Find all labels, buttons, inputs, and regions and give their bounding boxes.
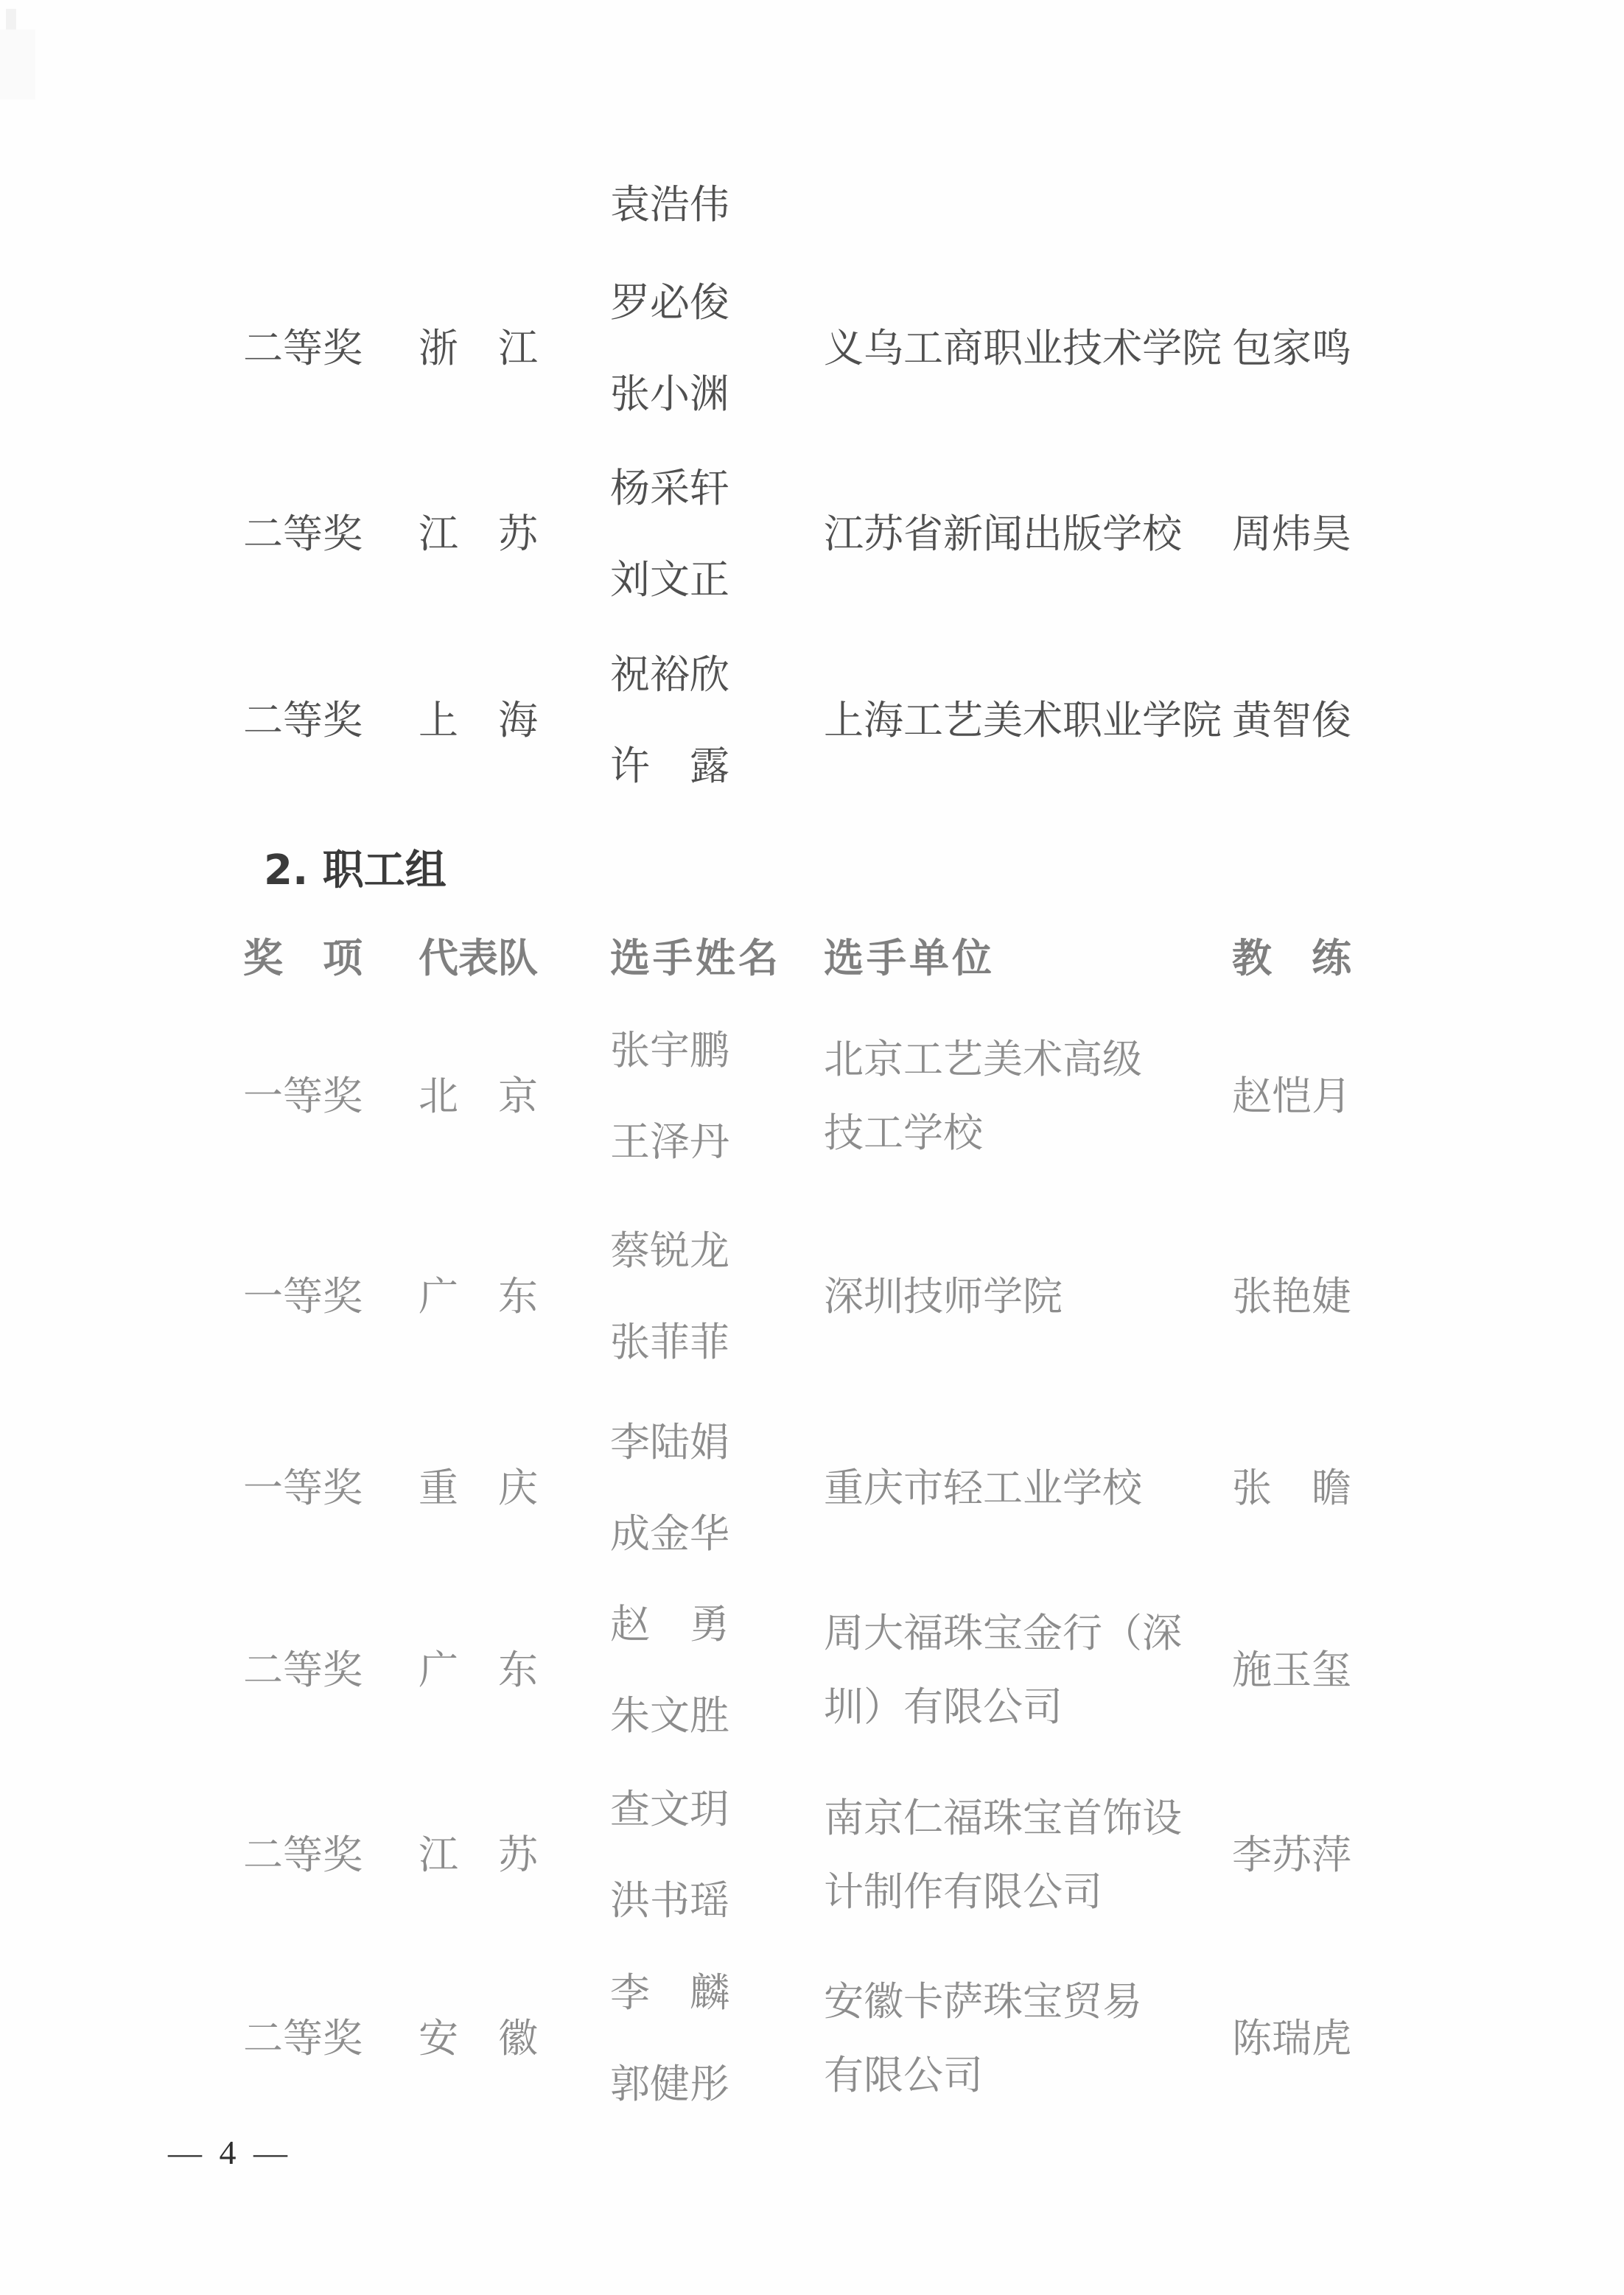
award-cell: 一等奖 [243, 1074, 363, 1118]
table-row [243, 1230, 1393, 1363]
team-cell: 江 苏 [419, 1833, 538, 1877]
contestant-name: 李 麟 [610, 1971, 729, 2015]
unit-cell [824, 1039, 1142, 1154]
unit-line: 周大福珠宝金行（深 [824, 1611, 1182, 1655]
contestant-name: 蔡锐龙 [610, 1229, 729, 1273]
team-cell: 重 庆 [419, 1466, 538, 1510]
team-cell: 广 东 [419, 1275, 538, 1319]
column-header-name: 选手姓名 [610, 936, 781, 981]
contestant-names-cell [610, 1972, 729, 2105]
contestant-name: 成金华 [610, 1512, 729, 1556]
table-row [243, 1972, 1393, 2105]
contestant-name: 罗必俊 [610, 281, 729, 325]
scan-artifact-shadow [0, 29, 35, 99]
coach-cell: 包家鸣 [1232, 326, 1351, 371]
unit-line: 重庆市轻工业学校 [824, 1466, 1142, 1510]
contestant-name: 袁浩伟 [610, 183, 729, 227]
contestant-names-cell [610, 1230, 729, 1363]
award-cell: 二等奖 [243, 1648, 363, 1692]
unit-cell [824, 514, 1182, 555]
column-header-coach: 教 练 [1232, 936, 1351, 981]
unit-line: 南京仁福珠宝首饰设 [824, 1796, 1182, 1840]
unit-line: 圳）有限公司 [824, 1685, 1063, 1729]
team-cell: 安 徽 [419, 2017, 538, 2061]
unit-line: 计制作有限公司 [824, 1870, 1102, 1914]
unit-cell [824, 700, 1222, 741]
contestant-name: 祝裕欣 [610, 653, 729, 697]
unit-cell [824, 1276, 1063, 1317]
contestant-name: 王泽丹 [610, 1120, 729, 1164]
table-row [243, 1604, 1393, 1737]
contestant-name: 李陆娟 [610, 1420, 729, 1465]
unit-cell [824, 1981, 1142, 2096]
unit-line: 深圳技师学院 [824, 1275, 1063, 1319]
contestant-name: 许 露 [610, 744, 729, 788]
team-cell: 江 苏 [419, 512, 538, 556]
contestant-name: 杨采轩 [610, 466, 729, 511]
table-row [243, 654, 1393, 787]
contestant-name: 张小渊 [610, 372, 729, 416]
coach-cell: 张 瞻 [1232, 1466, 1351, 1510]
contestant-names-cell [610, 1030, 729, 1163]
award-cell: 二等奖 [243, 1833, 363, 1877]
team-cell: 北 京 [419, 1074, 538, 1118]
coach-cell: 施玉玺 [1232, 1648, 1351, 1692]
contestant-name: 洪书瑶 [610, 1879, 729, 1923]
contestant-name: 朱文胜 [610, 1694, 729, 1738]
unit-cell [824, 1613, 1182, 1728]
award-cell: 二等奖 [243, 698, 363, 743]
contestant-names-cell [610, 1422, 729, 1555]
unit-cell [824, 328, 1222, 369]
contestant-names-cell [610, 654, 729, 787]
award-cell: 二等奖 [243, 326, 363, 371]
table-row [243, 1422, 1393, 1555]
contestant-names-cell [610, 1604, 729, 1737]
unit-cell [824, 1468, 1142, 1509]
award-cell: 二等奖 [243, 2017, 363, 2061]
contestant-names-cell [610, 1789, 729, 1921]
coach-cell: 陈瑞虎 [1232, 2017, 1351, 2061]
contestant-name: 刘文正 [610, 558, 729, 602]
team-cell: 浙 江 [419, 326, 538, 371]
table-header-row [243, 938, 1393, 979]
column-header-award: 奖 项 [243, 936, 363, 981]
table-row [243, 468, 1393, 600]
team-cell: 上 海 [419, 698, 538, 743]
unit-cell [824, 1798, 1182, 1913]
scan-artifact-strip [6, 9, 16, 31]
column-header-team: 代表队 [419, 936, 538, 981]
team-cell: 广 东 [419, 1648, 538, 1692]
unit-line: 义乌工商职业技术学院 [824, 326, 1222, 371]
table-row [243, 282, 1393, 415]
coach-cell: 黄智俊 [1232, 698, 1351, 743]
unit-line: 技工学校 [824, 1111, 983, 1155]
table-row [243, 1030, 1393, 1163]
unit-line: 安徽卡萨珠宝贸易 [824, 1980, 1142, 2024]
page-number: — 4 — [168, 2134, 292, 2171]
column-header-unit: 选手单位 [824, 936, 995, 981]
coach-cell: 赵恺月 [1232, 1074, 1351, 1118]
coach-cell: 李苏萍 [1232, 1833, 1351, 1877]
award-cell: 二等奖 [243, 512, 363, 556]
contestant-names-cell [610, 468, 729, 600]
unit-line: 上海工艺美术职业学院 [824, 698, 1222, 743]
table-row [243, 1789, 1393, 1921]
coach-cell: 周炜昊 [1232, 512, 1351, 556]
coach-cell: 张艳婕 [1232, 1275, 1351, 1319]
unit-line: 江苏省新闻出版学校 [824, 512, 1182, 556]
contestant-name: 赵 勇 [610, 1602, 729, 1647]
contestant-name: 张宇鹏 [610, 1029, 729, 1073]
section-heading: 2. 职工组 [264, 847, 447, 894]
contestant-name: 张菲菲 [610, 1320, 729, 1364]
award-cell: 一等奖 [243, 1466, 363, 1510]
unit-line: 北京工艺美术高级 [824, 1037, 1142, 1082]
contestant-name: 查文玥 [610, 1787, 729, 1832]
award-cell: 一等奖 [243, 1275, 363, 1319]
contestant-names-cell [610, 282, 729, 415]
unit-line: 有限公司 [824, 2053, 983, 2098]
contestant-name: 郭健彤 [610, 2062, 729, 2106]
